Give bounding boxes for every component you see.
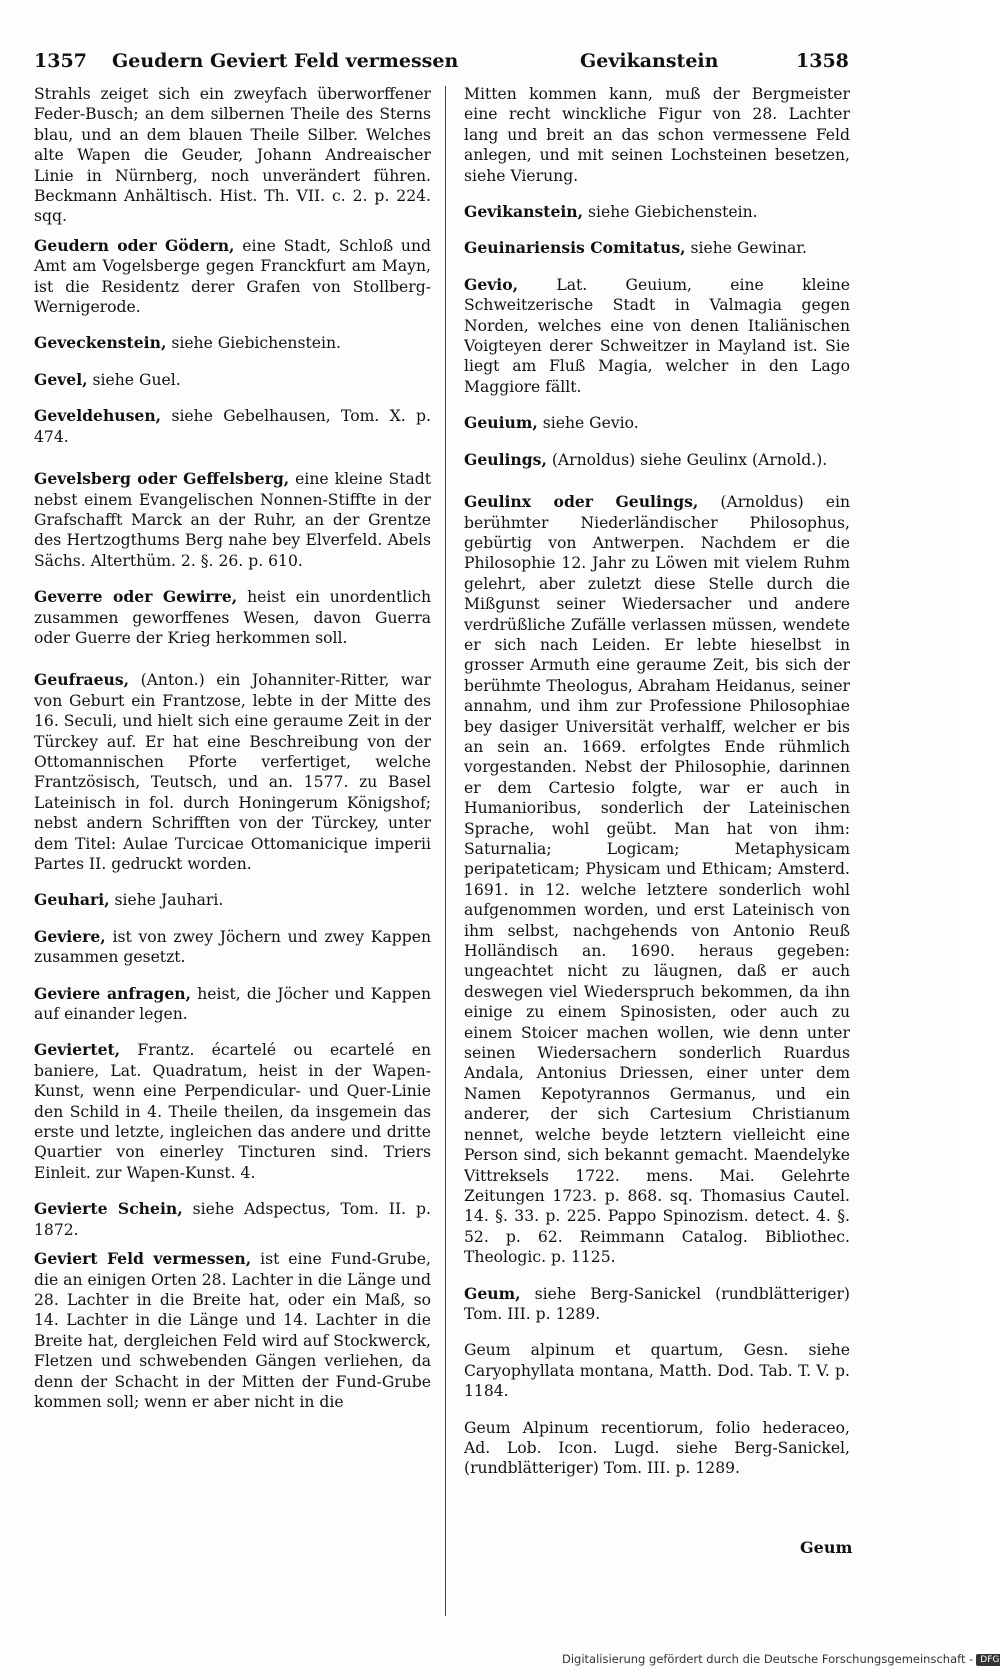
entry: Strahls zeiget sich ein zweyfach überworffener Feder-Busch; an dem silbernen Theile des Sterns blau, und an dem blauen Theile Silber. Welches alte Wapen die Geuder, Johann Andreaischer Linie in Nürnberg, noch unverändert führen. Beckmann Anhältisch. Hist. Th. VII. c. 2. p. 224. sqq. [34, 85, 431, 226]
left-column [34, 84, 431, 1421]
entry: Gevelsberg oder Geffelsberg, eine kleine Stadt nebst einem Evangelischen Nonnen-Stiffte in der Grafschafft Marck an der Ruhr, an der Grentze des Hertzogthums Berg nahe bey Elverfeld. Abels Sächs. Alterthüm. 2. §. 26. p. 610. [34, 469, 432, 570]
right-running-title: Gevikanstein [580, 50, 719, 72]
left-page-number: 1357 [34, 50, 87, 72]
entry: Mitten kommen kann, muß der Bergmeister eine recht winckliche Figur von 28. Lachter lang und breit an das schon vermessene Feld anlegen, und mit seinen Lochsteinen besetzen, siehe Vierung. [464, 85, 850, 185]
entry: Gevierte Schein, siehe Adspectus, Tom. II. p. 1872. [34, 1199, 431, 1239]
right-column [464, 84, 850, 1488]
entry: Geviertet, Frantz. écartelé ou ecartelé en baniere, Lat. Quadratum, heist in der Wapen-Kunst, wenn eine Perpendicular- und Quer-Linie den Schild in 4. Theile theilen, da insgemein das erste und letzte, ingleichen das andere und dritte Quartier von einerley Tincturen sind. Triers Einleit. zur Wapen-Kunst. 4. [34, 1040, 431, 1182]
entry: Geudern oder Gödern, eine Stadt, Schloß und Amt am Vogelsberge gegen Franckfurt am Mayn, ist die Residentz derer Grafen von Stollberg-Wernigerode. [34, 235, 432, 317]
entry: Geveldehusen, siehe Gebelhausen, Tom. X. p. 474. [34, 406, 431, 446]
entry: Geverre oder Gewirre, heist ein unordentlich zusammen geworffenes Wesen, davon Guerra oder Guerre der Krieg herkommen soll. [34, 587, 431, 647]
entry: Geum alpinum et quartum, Gesn. siehe Caryophyllata montana, Matth. Dod. Tab. T. V. p. 1184. [464, 1341, 850, 1401]
entry: Geveckenstein, siehe Giebichenstein. [34, 333, 341, 353]
entry: Geulings, (Arnoldus) siehe Geulinx (Arnold.). [464, 449, 828, 469]
entry: Geum Alpinum recentiorum, folio hederaceo, Ad. Lob. Icon. Lugd. siehe Berg-Sanickel, (rundblätteriger) Tom. III. p. 1289. [464, 1418, 850, 1478]
left-running-title: Geudern Geviert Feld vermessen [112, 50, 459, 72]
entry: Geuinariensis Comitatus, siehe Gewinar. [464, 238, 808, 258]
right-page-number: 1358 [796, 50, 849, 72]
column-divider [445, 86, 446, 1616]
entry: Geum, siehe Berg-Sanickel (rundblätteriger) Tom. III. p. 1289. [464, 1283, 850, 1323]
dfg-logo: DFG [976, 1654, 1000, 1666]
entry: Geufraeus, (Anton.) ein Johanniter-Ritter, war von Geburt ein Frantzose, lebte in der Mitte des 16. Seculi, und hielt sich eine geraume Zeit in der Türckey auf. Er hat eine Beschreibung von der Ottomannischen Pforte verfertiget, welche Frantzösisch, Teutsch, und an. 1577. zu Basel Lateinisch in fol. durch Honingerum Königshof; nebst andern Schrifften von der Türckey, unter dem Titel: Aulae Turcicae Ottomanicique imperii Partes II. gedruckt worden. [34, 670, 431, 873]
entry: Geviere anfragen, heist, die Jöcher und Kappen auf einander legen. [34, 983, 431, 1024]
entry: Gevikanstein, siehe Giebichenstein. [464, 202, 758, 222]
entry: Geulinx oder Geulings, (Arnoldus) ein berühmter Niederländischer Philosophus, gebürtig von Antwerpen. Nachdem er die Philosophie 12. Jahr zu Löwen mit vielem Ruhm gelehrt, aber zuletzt diese Stelle durch die Mißgunst seiner Wiedersacher und andere verdrüßliche Zufälle verlassen müssen, wendete er sich nach Leiden. Er lebte hieselbst in grosser Armuth eine geraume Zeit, bis sich der berühmte Theologus, Abraham Heidanus, seiner annahm, und ihm zur Professione Philosophiae bey dasiger Universität verhalff, welcher er bis an sein an. 1669. erfolgtes Ende rühmlich vorgestanden. Nebst der Philosophie, darinnen er dem Cartesio folgte, war er auch in Humanioribus, sonderlich der Lateinischen Sprache, wohl geübt. Man hat von ihm: Saturnalia; Logicam; Metaphysicam peripateticam; Physicam und Ethicam; Amsterd. 1691. in 12. welche letztere sonderlich wohl aufgenommen worden, und erst Lateinisch von ihm selbst, nachgehends von Antonio Reuß Holländisch an. 1690. heraus gegeben: ungeachtet nicht zu läugnen, daß er auch deswegen viel Wiederspruch bekommen, da ihn einige zu einem Spinosisten, oder auch zu einem Stoicer machen wollen, wie denn unter seinen Wiedersachern sonderlich Ruardus Andala, Antonius Driessen, einer unter dem Namen Kepotyrannos Germanus, und ein anderer, der sich Cartesium Christianum nennet, welche beyde letztern vielleicht eine Person sind, sich bekannt gemacht. Maendelyke Vittreksels 1722. mens. Mai. Gelehrte Zeitungen 1723. p. 868. sq. Thomasius Cautel. 14. §. 33. p. 225. Pappo Spinozism. detect. 4. §. 52. p. 62. Reimmann Catalog. Bibliothec. Theologic. p. 1125. [464, 492, 850, 1267]
entry: Gevel, siehe Guel. [34, 369, 181, 389]
credit-text: Digitalisierung gefördert durch die Deutsche Forschungsgemeinschaft - [562, 1652, 974, 1666]
entry: Geuhari, siehe Jauhari. [34, 890, 224, 910]
catchword: Geum [800, 1538, 853, 1557]
entry: Geviere, ist von zwey Jöchern und zwey Kappen zusammen gesetzt. [34, 926, 431, 967]
digitization-credit [562, 1652, 1000, 1666]
entry: Geuium, siehe Gevio. [464, 413, 639, 433]
entry: Gevio, Lat. Geuium, eine kleine Schweitzerische Stadt in Valmagia gegen Norden, welches eine von denen Italiänischen Voigteyen derer Schweitzer in Mayland ist. Sie liegt am Fluß Magia, welcher in den Lago Maggiore fällt. [464, 274, 850, 396]
entry: Geviert Feld vermessen, ist eine Fund-Grube, die an einigen Orten 28. Lachter in die Länge und 28. Lachter in die Breite hat, oder ein Maß, so 14. Lachter in die Länge und 14. Lachter in die Breite hat, dergleichen Feld wird auf Stockwerck, Fletzen und schwebenden Gängen verliehen, da denn der Schacht in der Mitten der Fund-Grube kommen soll; wenn er aber nicht in die [34, 1249, 431, 1411]
